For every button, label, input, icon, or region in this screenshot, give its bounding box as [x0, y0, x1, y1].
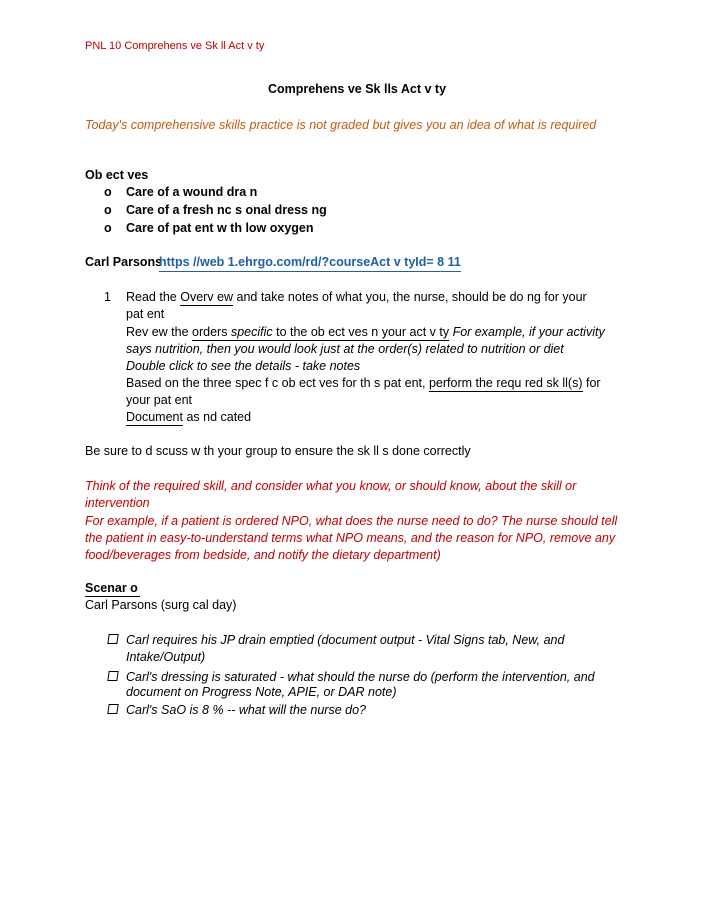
objective-text: Care of pat ent w th low oxygen	[126, 221, 314, 235]
step-line	[126, 376, 601, 390]
objective-item	[104, 203, 327, 217]
step-line: your pat ent	[126, 393, 193, 407]
task-text: document on Progress Note, APIE, or DAR note)	[126, 685, 397, 699]
task-text: Intake/Output)	[126, 650, 206, 664]
objective-text: Care of a fresh nc s onal dress ng	[126, 203, 327, 217]
step-number: 1	[104, 290, 111, 304]
guidance-line: For example, if a patient is ordered NPO, what does the nurse need to do? The nurse should tell	[85, 514, 618, 528]
objective-item	[104, 185, 257, 199]
objective-text: Care of a wound dra n	[126, 185, 258, 199]
step-line	[126, 290, 587, 304]
page-title: Comprehens ve Sk lls Act v ty	[267, 82, 447, 96]
step-text: Rev ew the	[126, 325, 193, 339]
task-text: Carl's SaO is 8 % -- what will the nurse do?	[126, 703, 366, 717]
orders-ref	[192, 325, 449, 341]
step-text: for	[582, 376, 601, 390]
objective-item	[104, 221, 314, 235]
bullet-icon: o	[104, 185, 112, 199]
objectives-heading: Ob ect ves	[85, 168, 149, 182]
guidance-line: food/beverages from bedside, and notify the dietary department)	[85, 548, 441, 562]
step-line: says nutrition, then you would look just at the order(s) related to nutrition or diet	[126, 342, 564, 356]
bullet-icon: o	[104, 203, 112, 217]
task-text: Carl's dressing is saturated - what should the nurse do (perform the intervention, and	[126, 670, 595, 684]
guidance-line: the patient in easy-to-understand terms what NPO means, and the reason for NPO, remove any	[85, 531, 616, 545]
overview-ref: Overv ew	[180, 290, 234, 304]
guidance-line: intervention	[85, 496, 150, 510]
document-ref: Document	[126, 410, 183, 424]
scenario-heading: Scenar o	[85, 581, 140, 597]
bullet-icon: o	[104, 221, 112, 235]
step-text: For example, if your activity	[449, 325, 605, 339]
step-text: orders	[192, 325, 228, 339]
page-header: PNL 10 Comprehens ve Sk ll Act v ty	[85, 40, 265, 52]
step-line	[126, 410, 251, 424]
step-line: Double click to see the details - take notes	[126, 359, 361, 373]
task-text: Carl requires his JP drain emptied (document output - Vital Signs tab, New, and	[126, 633, 565, 647]
step-text: and take notes of what you, the nurse, should be do ng for your	[233, 290, 587, 304]
scenario-subtitle: Carl Parsons (surg cal day)	[85, 598, 237, 612]
intro-note: Today's comprehensive skills practice is not graded but gives you an idea of what is required	[85, 118, 597, 132]
patient-record-link[interactable]: https //web 1.ehrgo.com/rd/?courseAct v tyId= 8 11	[159, 255, 461, 272]
step-text: Read the	[126, 290, 181, 304]
step-line	[126, 325, 605, 339]
checkbox-icon[interactable]	[107, 634, 118, 644]
perform-skill-ref: perform the requ red sk ll(s)	[428, 376, 583, 390]
step-text: specific	[230, 325, 273, 339]
discuss-note: Be sure to d scuss w th your group to ensure the sk ll s done correctly	[85, 444, 471, 458]
guidance-line: Think of the required skill, and consider what you know, or should know, about the skill or	[85, 479, 577, 493]
step-text: to the ob ect ves n your act v ty	[272, 325, 450, 339]
patient-name-label: Carl Parsons	[85, 255, 163, 269]
step-text: Based on the three spec f c ob ect ves for th s pat ent,	[126, 376, 429, 390]
checkbox-icon[interactable]	[107, 671, 118, 681]
step-line: pat ent	[126, 307, 165, 321]
checkbox-icon[interactable]	[107, 704, 118, 714]
step-text: as nd cated	[182, 410, 252, 424]
